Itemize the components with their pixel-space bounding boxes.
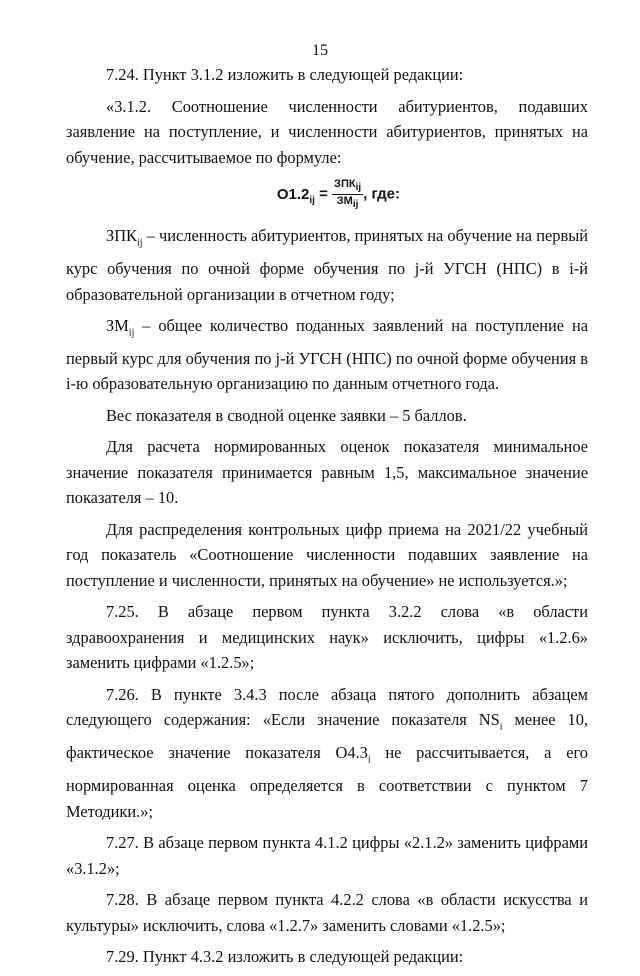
page-number: 15 (312, 42, 328, 59)
paragraph-weight: Вес показателя в сводной оценке заявки – 5 баллов. (106, 405, 467, 425)
paragraph-normalization: Для расчета нормированных оценок показателя минимальное значение показателя принимается равным 1,5, максимальное значение показателя – 10. (66, 437, 588, 508)
document-body (66, 62, 588, 976)
formula-tail: , где: (363, 185, 400, 203)
paragraph-7-25: 7.25. В абзаце первом пункта 3.2.2 слова «в области здравоохранения и медицинских наук» исключить, цифры «1.2.6» заменить цифрами «1.2.5»; (66, 602, 588, 673)
formula-lhs: $O1.2_{ij}$ (276, 185, 315, 206)
formula-denominator: $ЗМ_{ij}$ (336, 195, 359, 211)
definition-zm: $ЗМ_{ij}$ – общее количество поданных заявлений на поступление на первый курс для обучения по j-й УГСН (НПС) по очной форме обучения в i-ю образовательную организацию по данным отчетного года. (66, 316, 588, 394)
paragraph-7-29: 7.29. Пункт 4.3.2 изложить в следующей редакции: (106, 947, 464, 966)
paragraph-7-26: 7.26. В пункте 3.4.3 после абзаца пятого дополнить абзацем следующего содержания: «Если значение показателя $NS_i$ менее 10, фактическое значение показателя $О4.3_i$ не рассчитывается, а его нормированная оценка определяется в соответствии с пунктом 7 Методики.»; (66, 684, 588, 821)
definition-zpk: $ЗПК_{ij}$ – численность абитуриентов, принятых на обучение на первый курс обучения по очной форме обучения по j-й УГСН (НПС) в i-й образовательной организации в отчетном году; (66, 226, 588, 304)
formula-equals: = (314, 185, 333, 203)
paragraph-7-28: 7.28. В абзаце первом пункта 4.2.2 слова «в области искусства и культуры» исключить, слова «1.2.7» заменить словами «1.2.5»; (66, 890, 588, 935)
formula-numerator: $ЗПК_{ij}$ (334, 178, 362, 194)
paragraph-7-27: 7.27. В абзаце первом пункта 4.1.2 цифры «2.1.2» заменить цифрами «3.1.2»; (66, 833, 588, 878)
formula-fraction (332, 178, 363, 211)
paragraph-3-1-2-intro: «3.1.2. Соотношение численности абитуриентов, подавших заявление на поступление, и численности абитуриентов, принятых на обучение, рассчитываемое по формуле: (66, 96, 588, 167)
formula (66, 178, 588, 211)
paragraph-distribution: Для распределения контрольных цифр приема на 2021/22 учебный год показатель «Соотношение численности подавших заявление на поступление и численности, принятых на обучение» не используется.»; (66, 519, 588, 590)
paragraph-7-24: 7.24. Пункт 3.1.2 изложить в следующей редакции: (106, 65, 464, 84)
